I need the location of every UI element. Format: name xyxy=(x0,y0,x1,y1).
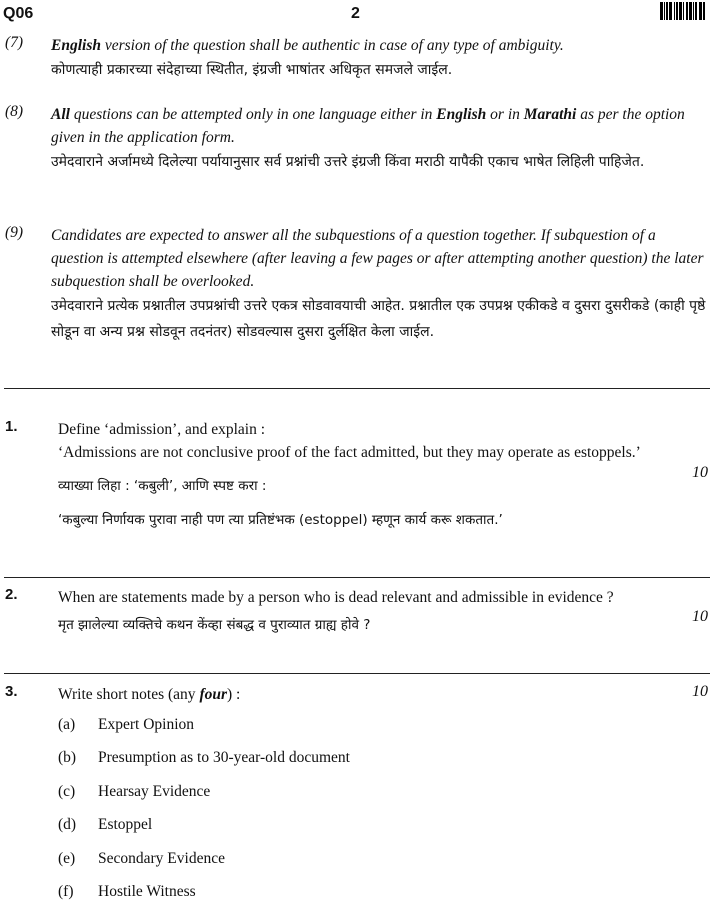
paper-code: Q06 xyxy=(3,5,34,22)
instruction-english: English version of the question shall be authentic in case of any type of ambiguity. xyxy=(51,37,564,54)
question-prompt: Write short notes (any four) : xyxy=(58,686,241,703)
instruction-number: (9) xyxy=(5,224,24,241)
divider xyxy=(4,577,710,578)
list-item: (c) Hearsay Evidence xyxy=(58,783,211,800)
question-number: 1. xyxy=(5,418,18,435)
question-prompt: Define ‘admission’, and explain : xyxy=(58,421,266,438)
instruction-english: Candidates are expected to answer all the subquestions of a question together. If subquestion of a question is attempted elsewhere (after leaving a few pages or after attempting another question) the later subquestion shall be overlooked. xyxy=(51,227,704,290)
page-number: 2 xyxy=(351,5,360,22)
question-number: 2. xyxy=(5,586,18,603)
instruction-english: All questions can be attempted only in one language either in English or in Marathi as per the option given in the application form. xyxy=(51,106,685,146)
instruction-marathi: उमेदवाराने प्रत्येक प्रश्नातील उपप्रश्नांची उत्तरे एकत्र सोडवावयाची आहेत. प्रश्नातील एक उपप्रश्न एकीकडे व दुसरा दुसरीकडे (काही पृष्ठे सोडून वा अन्य प्रश्न सोडवून तदनंतर) सोडवल्यास दुसरा दुर्लक्षित केला जाईल. xyxy=(51,298,706,340)
divider xyxy=(4,673,710,674)
instruction-marathi: कोणत्याही प्रकारच्या संदेहाच्या स्थितीत, इंग्रजी भाषांतर अधिकृत समजले जाईल. xyxy=(51,62,453,78)
question-marathi-prompt: मृत झालेल्या व्यक्तिचे कथन केंव्हा संबद्ध व पुराव्यात ग्राह्य होवे ? xyxy=(58,617,371,633)
barcode-icon xyxy=(660,2,710,20)
question-marathi-prompt: व्याख्या लिहा : ‘कबुली’, आणि स्पष्ट करा : xyxy=(58,478,267,494)
instruction-marathi: उमेदवाराने अर्जामध्ये दिलेल्या पर्यायानुसार सर्व प्रश्नांची उत्तरे इंग्रजी किंवा मराठी यापैकी एकाच भाषेत लिहिली पाहिजेत. xyxy=(51,154,645,170)
page-header xyxy=(0,0,716,28)
list-item: (d) Estoppel xyxy=(58,816,153,833)
list-item: (b) Presumption as to 30-year-old document xyxy=(58,749,350,766)
list-item: (a) Expert Opinion xyxy=(58,716,194,733)
question-marks: 10 xyxy=(692,608,708,625)
instruction-number: (7) xyxy=(5,34,24,51)
question-marks: 10 xyxy=(692,464,708,481)
instruction-number: (8) xyxy=(5,103,24,120)
list-item: (e) Secondary Evidence xyxy=(58,850,225,867)
question-number: 3. xyxy=(5,683,18,700)
list-item: (f) Hostile Witness xyxy=(58,883,196,900)
question-marks: 10 xyxy=(692,683,708,700)
divider xyxy=(4,388,710,389)
question-marathi-quote: ‘कबुल्या निर्णायक पुरावा नाही पण त्या प्रतिष्टंभक (estoppel) म्हणून कार्य करू शकतात.’ xyxy=(58,512,503,528)
question-quote: ‘Admissions are not conclusive proof of the fact admitted, but they may operate as estoppels.’ xyxy=(58,444,641,461)
question-prompt: When are statements made by a person who is dead relevant and admissible in evidence ? xyxy=(58,589,614,606)
